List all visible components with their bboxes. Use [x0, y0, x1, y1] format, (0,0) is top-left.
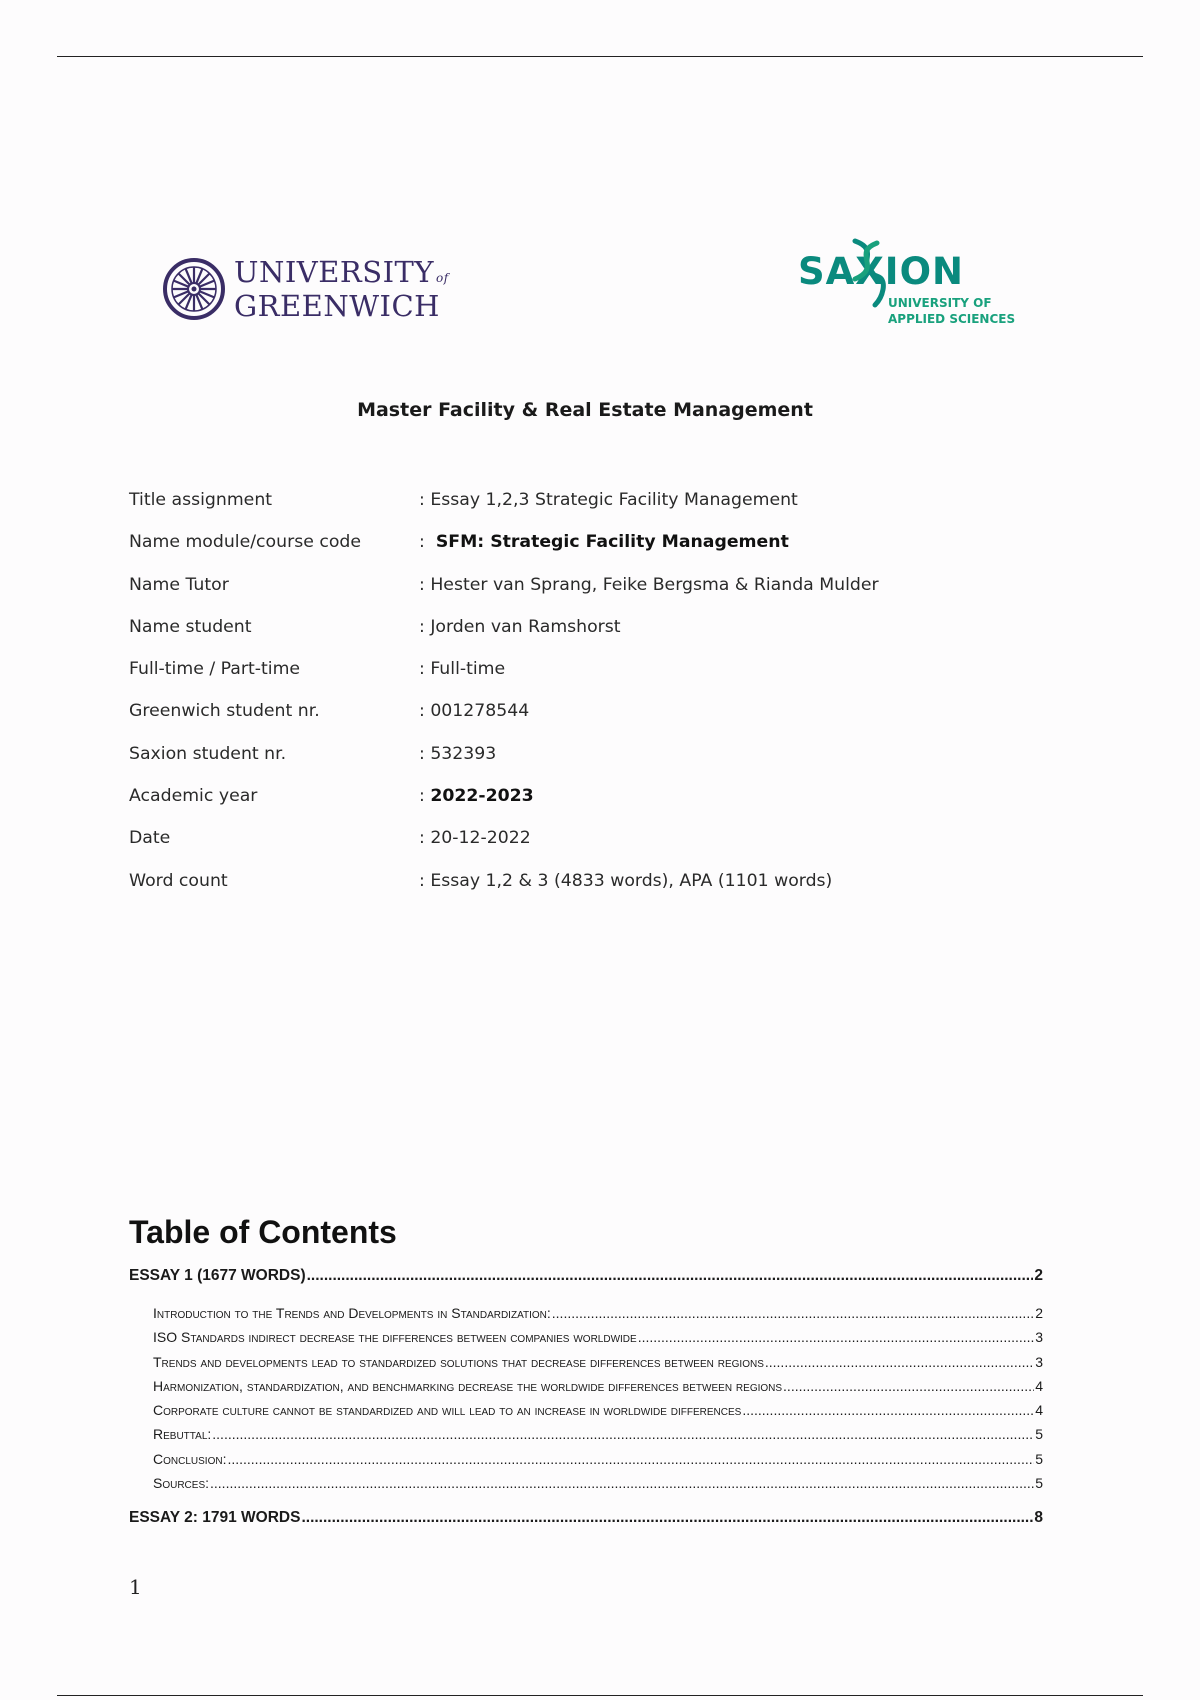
- toc-leader-dots: [552, 1305, 1034, 1321]
- toc-entry[interactable]: [129, 1267, 1043, 1291]
- info-value: : Essay 1,2 & 3 (4833 words), APA (1101 words): [419, 870, 833, 891]
- toc-entry[interactable]: [129, 1378, 1043, 1402]
- info-label: Word count: [129, 870, 228, 891]
- toc-entry-page: 2: [1034, 1267, 1043, 1284]
- toc-entry-title: Rebuttal:: [153, 1426, 212, 1443]
- toc-entry[interactable]: [129, 1426, 1043, 1450]
- toc-entry[interactable]: [129, 1354, 1043, 1378]
- university-of-greenwich-logo: [162, 254, 449, 324]
- info-value: : 532393: [419, 743, 497, 764]
- info-value: [419, 786, 534, 806]
- bottom-rule: [57, 1695, 1143, 1696]
- saxion-subtitle-line1: UNIVERSITY OF: [888, 296, 992, 310]
- saxion-helix-icon: [847, 237, 887, 309]
- info-label: Name student: [129, 616, 252, 637]
- toc-entry-page: 2: [1035, 1305, 1043, 1321]
- info-value: : Essay 1,2,3 Strategic Facility Management: [419, 490, 798, 510]
- toc-entry-title: Harmonization, standardization, and benchmarking decrease the worldwide differences between regions: [153, 1377, 783, 1394]
- toc-entry-title: Conclusion:: [153, 1450, 227, 1467]
- toc-entry-page: 5: [1035, 1426, 1043, 1443]
- info-label: Title assignment: [129, 490, 273, 510]
- greenwich-wordmark-of: of: [436, 271, 449, 285]
- toc-entry-page: 5: [1035, 1450, 1043, 1467]
- toc-entry[interactable]: [129, 1451, 1043, 1475]
- toc-entry[interactable]: [129, 1509, 1043, 1533]
- page-number: 1: [129, 1575, 142, 1599]
- greenwich-wordmark-line2: GREENWICH: [234, 289, 440, 323]
- top-rule: [57, 56, 1143, 57]
- document-title: Master Facility & Real Estate Management: [357, 399, 813, 421]
- toc-entry[interactable]: [129, 1475, 1043, 1499]
- toc-entry-page: 4: [1035, 1402, 1043, 1419]
- toc-entry-title: Introduction to the Trends and Developments in Standardization:: [153, 1305, 551, 1321]
- table-of-contents: [129, 1267, 1043, 1533]
- info-value: : 20-12-2022: [419, 828, 531, 849]
- toc-entry-title: ESSAY 1 (1677 WORDS): [129, 1267, 306, 1284]
- info-label: Greenwich student nr.: [129, 701, 320, 722]
- toc-leader-dots: [212, 1426, 1034, 1442]
- info-value-prefix: :: [419, 786, 431, 807]
- info-label: Name Tutor: [129, 574, 229, 595]
- toc-leader-dots: [783, 1378, 1034, 1394]
- info-label: Academic year: [129, 786, 258, 807]
- toc-leader-dots: [210, 1475, 1034, 1491]
- toc-entry-page: 4: [1035, 1377, 1043, 1394]
- saxion-logo: [798, 235, 1028, 330]
- toc-leader-dots: [307, 1267, 1034, 1285]
- toc-leader-dots: [765, 1354, 1034, 1370]
- toc-entry-title: Trends and developments lead to standardized solutions that decrease differences between regions: [153, 1353, 764, 1370]
- info-value: [419, 532, 789, 552]
- saxion-subtitle-line2: APPLIED SCIENCES: [888, 312, 1016, 326]
- toc-heading: Table of Contents: [129, 1214, 397, 1250]
- toc-entry-title: ESSAY 2: 1791 WORDS: [129, 1509, 301, 1527]
- greenwich-wordmark-line1: UNIVERSITY: [234, 255, 435, 289]
- saxion-wordmark: SAXION: [798, 250, 964, 293]
- toc-entry[interactable]: [129, 1329, 1043, 1353]
- toc-entry-page: 8: [1034, 1509, 1043, 1527]
- toc-entry-title: Corporate culture cannot be standardized and will lead to an increase in worldwide differences: [153, 1402, 742, 1419]
- toc-leader-dots: [742, 1402, 1034, 1418]
- info-label: Saxion student nr.: [129, 743, 287, 764]
- info-value: : Jorden van Ramshorst: [419, 616, 621, 637]
- toc-entry-page: 5: [1035, 1475, 1043, 1492]
- toc-entry[interactable]: [129, 1305, 1043, 1329]
- toc-leader-dots: [301, 1509, 1033, 1527]
- info-value-bold: 2022-2023: [430, 786, 534, 807]
- greenwich-emblem-icon: [162, 257, 226, 321]
- info-value-prefix: :: [419, 532, 436, 553]
- info-label: Name module/course code: [129, 532, 361, 553]
- info-value-bold: SFM: Strategic Facility Management: [435, 532, 789, 553]
- info-label: Full-time / Part-time: [129, 659, 301, 680]
- toc-entry-page: 3: [1035, 1353, 1043, 1370]
- toc-entry[interactable]: [129, 1402, 1043, 1426]
- info-value: : Hester van Sprang, Feike Bergsma & Rianda Mulder: [419, 574, 879, 595]
- toc-entry-title: ISO Standards indirect decrease the differences between companies worldwide: [153, 1329, 637, 1346]
- info-label: Date: [129, 828, 171, 849]
- toc-entry-page: 3: [1035, 1329, 1043, 1346]
- info-value: : 001278544: [419, 701, 530, 722]
- toc-entry-title: Sources:: [153, 1475, 210, 1492]
- toc-leader-dots: [227, 1451, 1034, 1467]
- toc-leader-dots: [638, 1329, 1035, 1345]
- info-value: : Full-time: [419, 659, 506, 680]
